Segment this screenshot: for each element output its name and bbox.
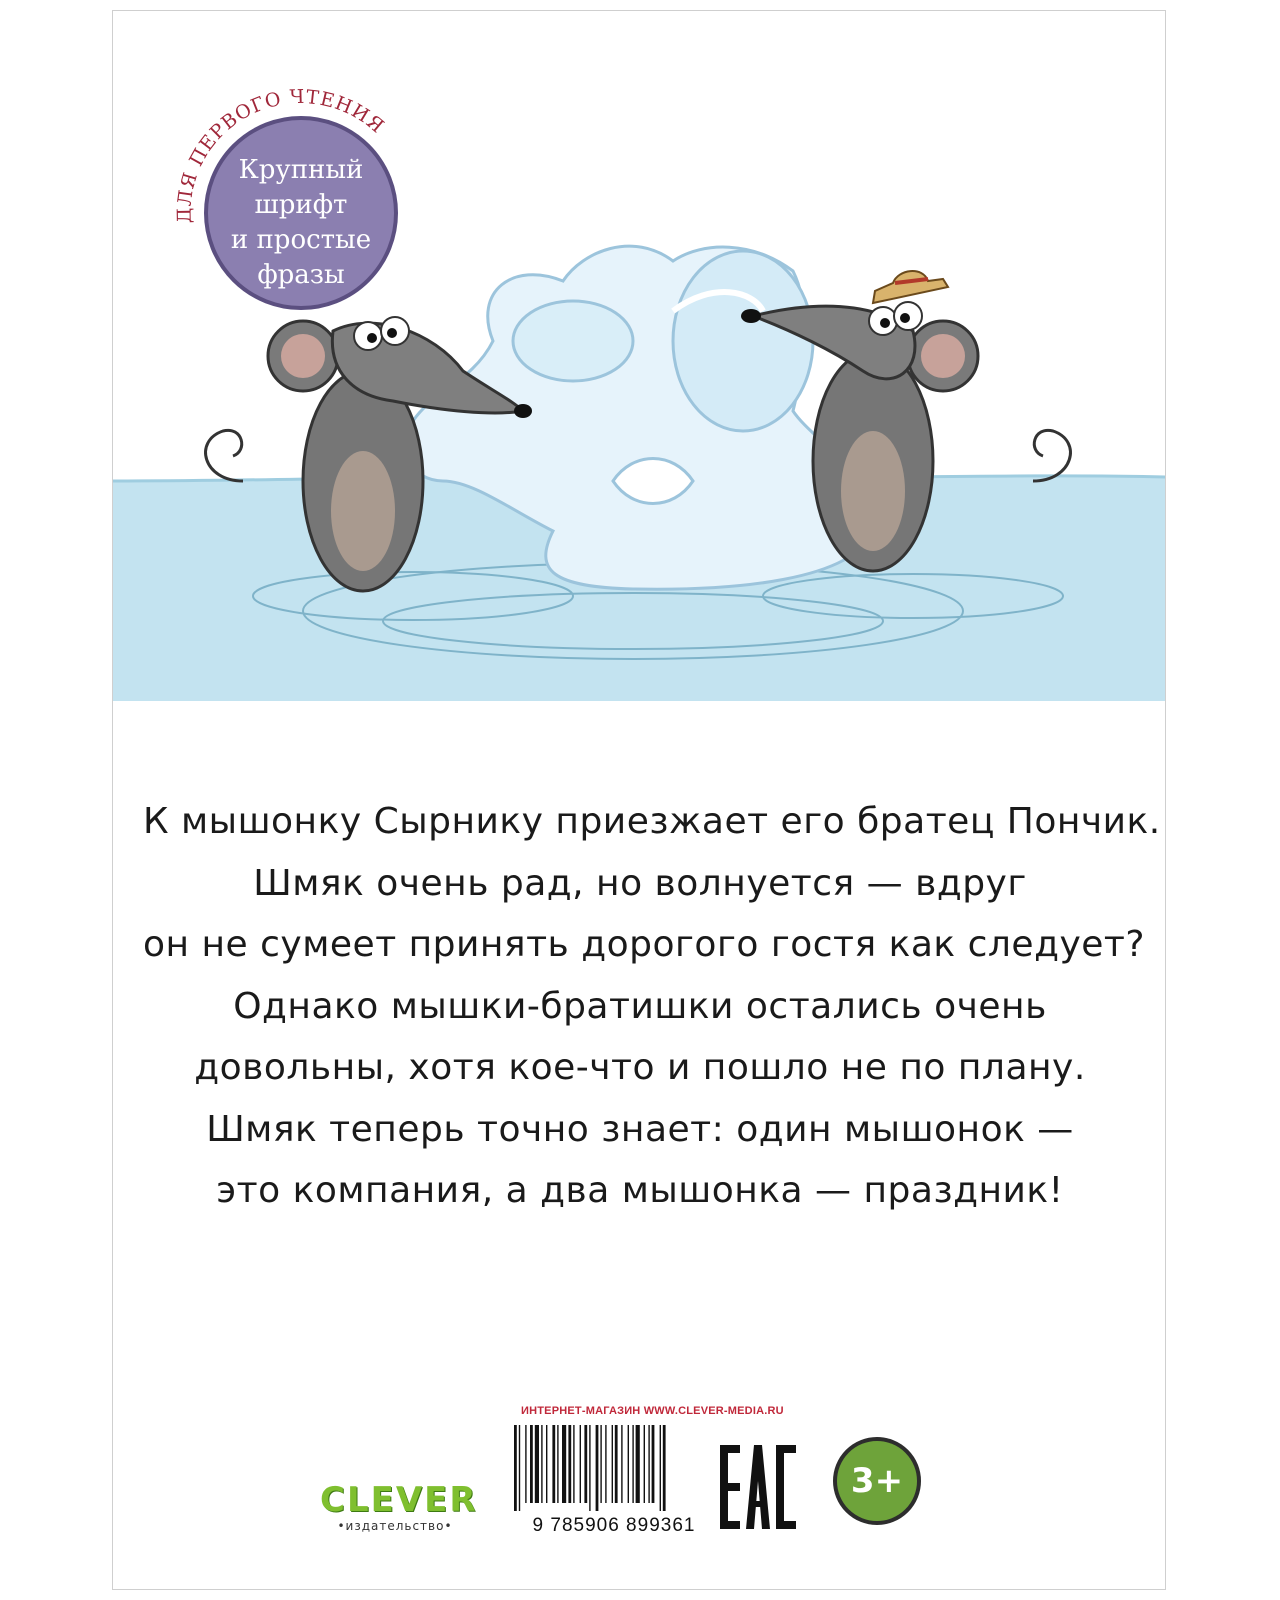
first-reading-badge xyxy=(153,73,423,313)
book-back-cover xyxy=(112,10,1166,1590)
eac-mark xyxy=(718,1441,798,1533)
barcode-bar xyxy=(541,1425,542,1503)
badge-line-1: Крупный xyxy=(238,155,364,185)
blurb-line: довольны, хотя кое-что и пошло не по плану. xyxy=(194,1047,1086,1088)
badge-svg xyxy=(153,73,423,313)
publisher-logo-subtitle: •издательство• xyxy=(337,1519,453,1533)
publisher-logo xyxy=(320,1480,478,1533)
barcode-bar xyxy=(621,1425,622,1503)
barcode-bar xyxy=(525,1425,526,1503)
barcode-bar xyxy=(605,1425,606,1503)
badge-line-4: фразы xyxy=(257,260,345,290)
eac-icon xyxy=(718,1441,798,1533)
barcode-bar xyxy=(615,1425,618,1503)
barcode-bar xyxy=(596,1425,599,1511)
barcode-bar xyxy=(568,1425,571,1503)
barcode-bar xyxy=(535,1425,539,1503)
badge-arc-text: ДЛЯ ПЕРВОГО ЧТЕНИЯ xyxy=(173,85,389,224)
barcode-bar xyxy=(519,1425,520,1511)
barcode-bar xyxy=(580,1425,581,1503)
barcode-bar xyxy=(514,1425,517,1511)
barcode-bar xyxy=(632,1425,633,1503)
straw-hat xyxy=(873,271,948,303)
barcode-bar xyxy=(546,1425,547,1503)
isbn-number: 9 785906 899361 xyxy=(532,1515,696,1536)
barcode xyxy=(512,1425,717,1511)
age-rating-badge xyxy=(833,1437,921,1525)
barcode-bar xyxy=(636,1425,640,1503)
cover-footer xyxy=(113,1401,1166,1551)
blurb-line: Шмяк теперь точно знает: один мышонок — xyxy=(206,1108,1074,1150)
barcode-bar xyxy=(600,1425,601,1503)
barcode-bars xyxy=(512,1425,717,1511)
age-rating-text: 3+ xyxy=(850,1461,904,1501)
barcode-bar xyxy=(562,1425,566,1503)
barcode-bar xyxy=(644,1425,645,1503)
book-blurb xyxy=(143,791,1161,1222)
badge-line-2: шрифт xyxy=(254,190,348,220)
barcode-bar xyxy=(612,1425,613,1503)
barcode-bar xyxy=(628,1425,629,1503)
shop-url: ИНТЕРНЕТ-МАГАЗИН WWW.CLEVER-MEDIA.RU xyxy=(521,1405,784,1417)
barcode-bar xyxy=(557,1425,558,1503)
barcode-bar xyxy=(530,1425,533,1503)
barcode-bar xyxy=(584,1425,587,1503)
badge-line-3: и простые xyxy=(230,225,372,255)
blurb-line: он не сумеет принять дорогого гостя как следует? xyxy=(143,924,1145,965)
barcode-bar xyxy=(589,1425,590,1511)
barcode-bar xyxy=(652,1425,655,1503)
barcode-bar xyxy=(573,1425,574,1503)
publisher-logo-word: CLEVER xyxy=(320,1480,478,1520)
barcode-bar xyxy=(660,1425,661,1511)
barcode-bar xyxy=(552,1425,555,1503)
blurb-line: Однако мышки-братишки остались очень xyxy=(233,985,1047,1027)
blurb-line: это компания, а два мышонка — праздник! xyxy=(216,1170,1064,1211)
blurb-line: К мышонку Сырнику приезжает его братец Пончик. xyxy=(143,801,1161,842)
barcode-bar xyxy=(648,1425,649,1503)
blurb-line: Шмяк очень рад, но волнуется — вдруг xyxy=(253,862,1027,904)
barcode-bar xyxy=(663,1425,666,1511)
